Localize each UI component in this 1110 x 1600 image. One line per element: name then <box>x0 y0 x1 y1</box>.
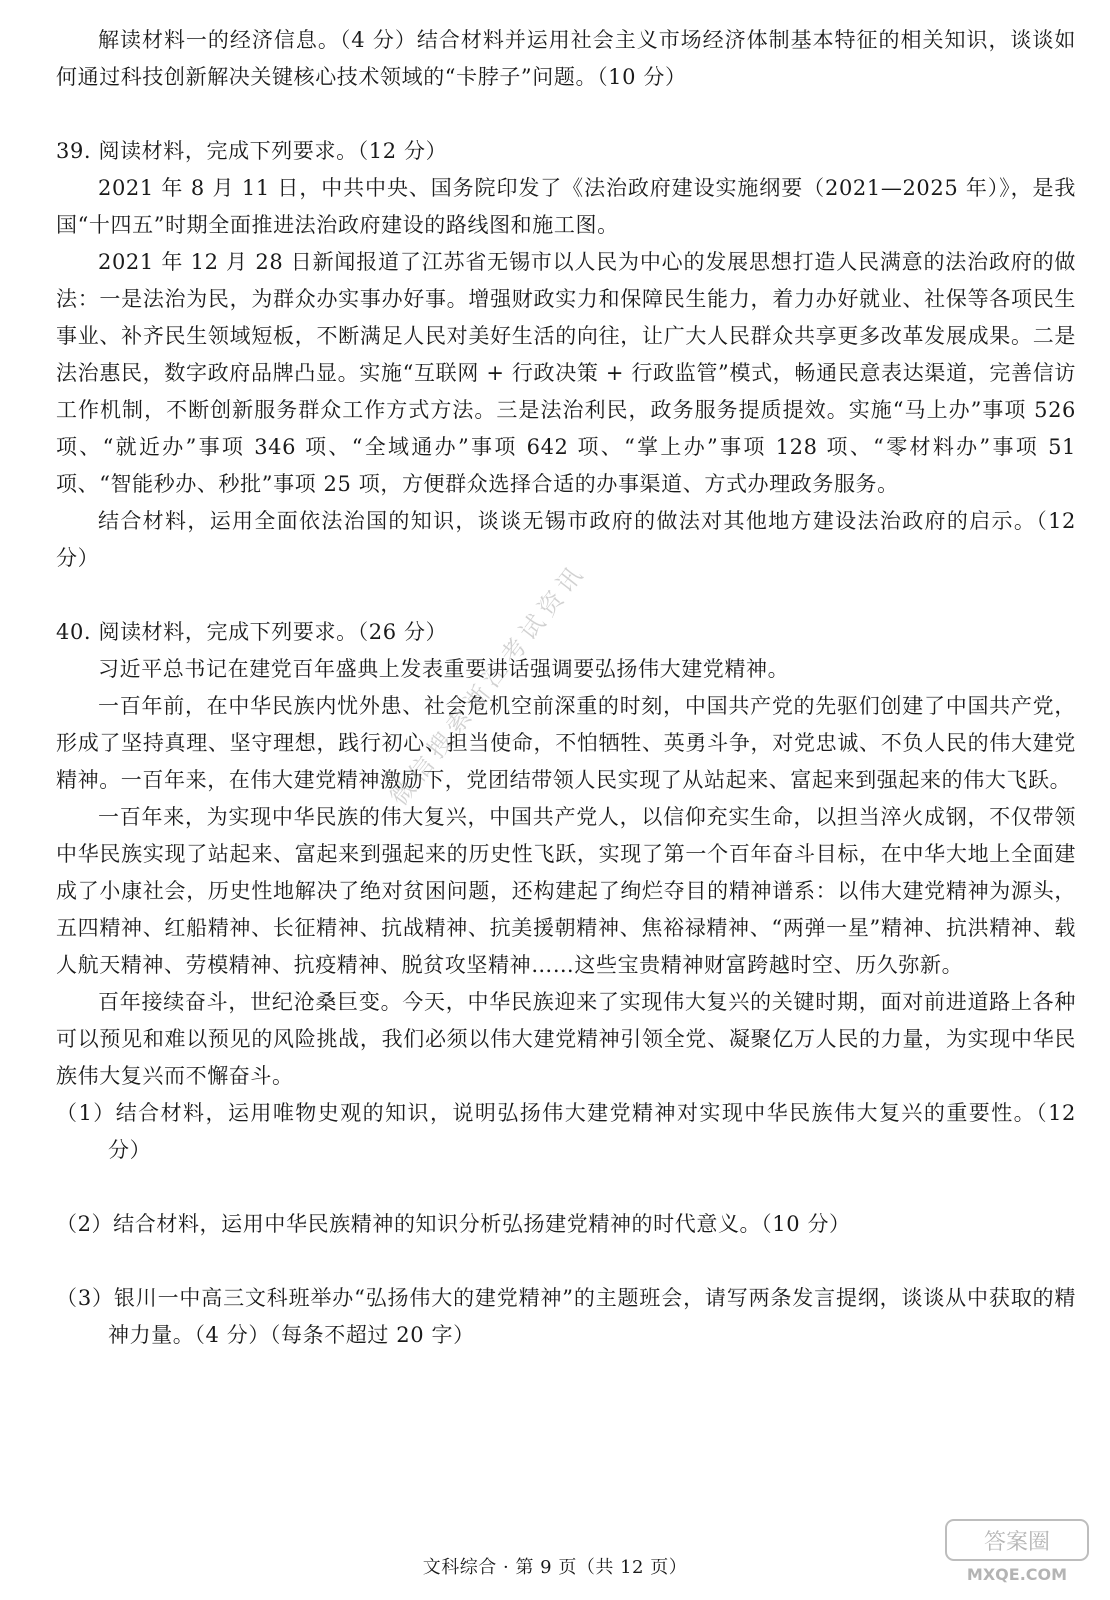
watermark-text: 微信搜索浙江考试资讯 <box>384 557 592 811</box>
question-40-paragraph-1: 习近平总书记在建党百年盛典上发表重要讲话强调要弘扬伟大建党精神。 <box>98 657 790 681</box>
question-40-sub-1: （1）结合材料，运用唯物史观的知识，说明弘扬伟大建党精神对实现中华民族伟大复兴的重要性。（12 分） <box>56 1101 1076 1162</box>
question-40-sub-3: （3）银川一中高三文科班举办“弘扬伟大的建党精神”的主题班会，请写两条发言提纲，谈谈从中获取的精神力量。（4 分）（每条不超过 20 字） <box>56 1286 1076 1347</box>
question-40-sub-2: （2）结合材料，运用中华民族精神的知识分析弘扬建党精神的时代意义。（10 分） <box>56 1212 851 1236</box>
intro-paragraph: 解读材料一的经济信息。（4 分）结合材料并运用社会主义市场经济体制基本特征的相关知识，谈谈如何通过科技创新解决关键核心技术领域的“卡脖子”问题。（10 分） <box>56 28 1076 89</box>
answer-logo-icon <box>942 1516 1092 1586</box>
question-39-heading: 39. 阅读材料，完成下列要求。（12 分） <box>56 139 448 163</box>
question-40-paragraph-3: 一百年来，为实现中华民族的伟大复兴，中国共产党人，以信仰充实生命，以担当淬火成钢，不仅带领中华民族实现了站起来、富起来到强起来的历史性飞跃，实现了第一个百年奋斗目标，在中华大地上全面建成了小康社会，历史性地解决了绝对贫困问题，还构建起了绚烂夺目的精神谱系：以伟大建党精神为源头，五四精神、红船精神、长征精神、抗战精神、抗美援朝精神、焦裕禄精神、“两弹一星”精神、抗洪精神、载人航天精神、劳模精神、抗疫精神、脱贫攻坚精神……这些宝贵精神财富跨越时空、历久弥新。 <box>56 805 1076 977</box>
question-40-heading: 40. 阅读材料，完成下列要求。（26 分） <box>56 620 448 644</box>
page-content <box>56 22 1076 1354</box>
question-40-paragraph-4: 百年接续奋斗，世纪沧桑巨变。今天，中华民族迎来了实现伟大复兴的关键时期，面对前进道路上各种可以预见和难以预见的风险挑战，我们必须以伟大建党精神引领全党、凝聚亿万人民的力量，为实现中华民族伟大复兴而不懈奋斗。 <box>56 990 1076 1088</box>
logo-text: 答案圈 <box>983 1530 1051 1555</box>
question-39-paragraph-1: 2021 年 8 月 11 日，中共中央、国务院印发了《法治政府建设实施纲要（2021—2025 年）》，是我国“十四五”时期全面推进法治政府建设的路线图和施工图。 <box>56 176 1076 237</box>
question-39-prompt: 结合材料，运用全面依法治国的知识，谈谈无锡市政府的做法对其他地方建设法治政府的启示。（12 分） <box>56 509 1076 570</box>
question-40-paragraph-2: 一百年前，在中华民族内忧外患、社会危机空前深重的时刻，中国共产党的先驱们创建了中国共产党，形成了坚持真理、坚守理想，践行初心、担当使命，不怕牺牲、英勇斗争，对党忠诚、不负人民的伟大建党精神。一百年来，在伟大建党精神激励下，党团结带领人民实现了从站起来、富起来到强起来的伟大飞跃。 <box>56 694 1076 792</box>
logo-url: MXQE.COM <box>966 1565 1068 1584</box>
page-footer: 文科综合 · 第 9 页（共 12 页） <box>422 1557 688 1578</box>
question-39-paragraph-2: 2021 年 12 月 28 日新闻报道了江苏省无锡市以人民为中心的发展思想打造人民满意的法治政府的做法：一是法治为民，为群众办实事办好事。增强财政实力和保障民生能力，着力办好就业、社保等各项民生事业、补齐民生领域短板，不断满足人民对美好生活的向往，让广大人民群众共享更多改革发展成果。二是法治惠民，数字政府品牌凸显。实施“互联网 + 行政决策 + 行政监管”模式，畅通民意表达渠道，完善信访工作机制，不断创新服务群众工作方式方法。三是法治利民，政务服务提质提效。实施“马上办”事项 526 项、“就近办”事项 346 项、“全域通办”事项 642 项、“掌上办”事项 128 项、“零材料办”事项 51 项、“智能秒办、秒批”事项 25 项，方便群众选择合适的办事渠道、方式办理政务服务。 <box>56 250 1076 496</box>
